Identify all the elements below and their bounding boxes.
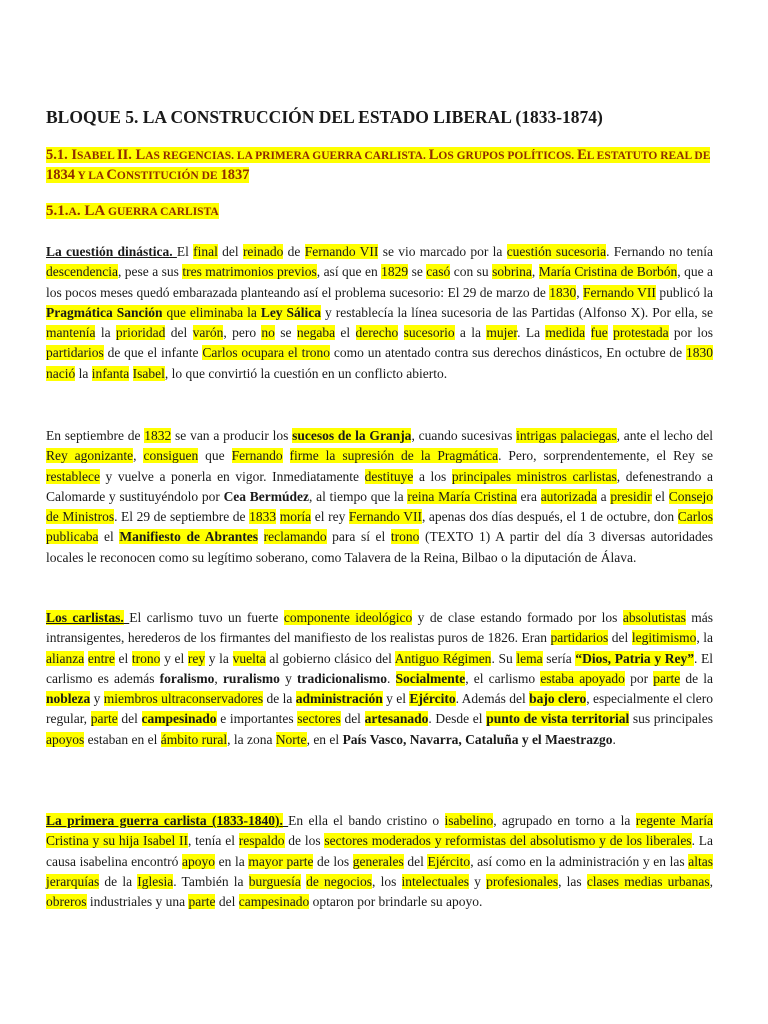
- text-run: , lo que convirtió la cuestión en un conflicto abierto.: [164, 365, 448, 381]
- text-run: , así que en: [316, 264, 382, 280]
- text-run: optaron por brindarle su apoyo.: [309, 894, 483, 910]
- text-run: del: [165, 325, 193, 341]
- highlighted-text: Fernando VII: [348, 509, 422, 525]
- text-run: , que a los pocos meses quedó embarazada planteando así el problema sucesorio: El 29 de marzo de: [46, 264, 714, 300]
- highlighted-text: 1830: [549, 284, 577, 300]
- highlighted-text: prioridad: [115, 325, 166, 341]
- highlighted-text: mayor parte: [248, 853, 314, 869]
- text-run: en la: [215, 853, 249, 869]
- highlighted-text: parte: [90, 711, 118, 727]
- highlighted-text: no: [261, 325, 275, 341]
- highlighted-text: partidarios: [46, 345, 104, 361]
- text-run: , cuando sucesivas: [411, 428, 517, 443]
- highlighted-text: medida: [545, 325, 586, 341]
- text-run: de la: [99, 873, 138, 889]
- text-run: , defenestrando a Calomarde y sustituyéndolo por: [46, 468, 713, 504]
- text-run: ,: [133, 448, 144, 464]
- highlighted-text: apoyo: [182, 853, 216, 869]
- text-run: , pese a sus: [117, 264, 183, 280]
- paragraph-los-carlistas: [46, 608, 713, 750]
- text-run: del: [117, 711, 142, 727]
- subsection-title: [46, 203, 219, 219]
- highlighted-text: clases medias urbanas: [586, 873, 710, 889]
- text-run: . El carlismo es además: [46, 650, 714, 686]
- text-run: , así como en la administración y en las: [470, 853, 689, 869]
- text-run: a la: [454, 325, 487, 341]
- text-run: , el carlismo: [465, 670, 541, 686]
- highlighted-text: Isabel: [132, 365, 165, 381]
- document-title: BLOQUE 5. LA CONSTRUCCIÓN DEL ESTADO LIBERAL (1833-1874): [46, 107, 603, 127]
- highlighted-text: artesanado: [364, 711, 429, 727]
- highlighted-text: restablece: [46, 468, 100, 484]
- paragraph-lead: La cuestión dinástica.: [46, 244, 177, 259]
- highlighted-text: Los carlistas.: [46, 610, 124, 625]
- highlighted-text: ámbito rural: [160, 731, 228, 747]
- highlighted-text: entre: [87, 650, 115, 666]
- text-run: y: [90, 691, 104, 707]
- text-run: industriales y una: [86, 894, 189, 910]
- highlighted-text: nobleza: [46, 691, 91, 707]
- text-run: ,: [214, 670, 223, 686]
- highlighted-text: derecho: [355, 325, 399, 341]
- heading-fragment: II. L: [116, 147, 146, 163]
- text-run: la: [95, 325, 116, 341]
- text-run: , especialmente el clero regular,: [46, 691, 713, 727]
- text-run: . También la: [173, 873, 249, 889]
- text-run: del: [608, 630, 632, 646]
- text-run: el: [114, 650, 132, 666]
- heading-fragment: 1834: [46, 167, 75, 183]
- text-run: . Pero, sorprendentemente, el Rey se: [498, 448, 714, 464]
- highlighted-text: estaba apoyado: [540, 670, 625, 686]
- heading-fragment: OS GRUPOS POLÍTICOS.: [438, 150, 578, 162]
- highlighted-text: trono: [131, 650, 161, 666]
- heading-fragment: GUERRA CARLISTA: [105, 206, 219, 218]
- heading-fragment: 1837: [220, 167, 250, 183]
- highlighted-text: protestada: [613, 325, 669, 341]
- highlighted-text: altas jerarquías: [46, 853, 713, 889]
- text-run: . El 29 de septiembre de: [114, 509, 250, 525]
- text-run: En septiembre de: [46, 428, 145, 443]
- text-run: se: [408, 264, 427, 280]
- highlighted-text: Carlos ocupara el trono: [202, 345, 331, 361]
- text-run: . Su: [491, 650, 517, 666]
- heading-fragment: L: [428, 147, 439, 163]
- text-run: , apenas dos días después, el 1 de octubre, don: [421, 509, 678, 525]
- highlighted-text: campesinado: [238, 894, 310, 910]
- highlighted-text: Consejo de Ministros: [46, 488, 714, 525]
- text-run: ruralismo: [222, 670, 280, 686]
- heading-fragment: A: [68, 206, 77, 218]
- text-run: En ella el bando cristino o: [288, 813, 445, 828]
- highlighted-text: Socialmente: [395, 670, 466, 686]
- text-run: , ante el lecho del: [616, 428, 713, 443]
- text-run: del: [403, 853, 428, 869]
- section-heading: [46, 146, 713, 186]
- highlighted-text: sucesos de la Granja: [292, 428, 412, 443]
- highlighted-text: reinado: [242, 244, 284, 259]
- text-run: de: [283, 244, 305, 259]
- highlighted-text: rey: [187, 650, 206, 666]
- text-run: del: [215, 894, 239, 910]
- highlighted-text: Pragmática Sanción: [46, 304, 163, 320]
- highlighted-text: regente María Cristina y su hija Isabel II: [46, 813, 714, 849]
- text-run: el rey: [311, 509, 349, 525]
- text-run: , al tiempo que la: [309, 488, 408, 504]
- highlighted-text: sectores: [297, 711, 341, 727]
- text-run: a los: [413, 468, 452, 484]
- text-run: . La: [517, 325, 546, 341]
- highlighted-text: fue: [590, 325, 608, 341]
- highlighted-text: burguesía: [248, 873, 301, 889]
- text-run: y: [279, 670, 297, 686]
- highlighted-text: alianza: [46, 650, 85, 666]
- highlighted-text: La primera guerra carlista (1833-1840).: [46, 813, 283, 828]
- highlighted-text: parte: [188, 894, 216, 910]
- text-run: , los: [372, 873, 402, 889]
- text-run: . La causa isabelina encontró: [46, 833, 713, 869]
- highlighted-text: sucesorio: [403, 325, 455, 341]
- highlighted-text: trono: [390, 529, 420, 545]
- text-run: de los: [313, 853, 353, 869]
- highlighted-text: nació: [46, 365, 76, 381]
- paragraph-sucesos-granja: [46, 426, 713, 568]
- highlighted-text: generales: [352, 853, 404, 869]
- highlighted-text: mujer: [486, 325, 518, 341]
- highlighted-text: sectores moderados y reformistas del absolutismo y de los liberales: [324, 833, 692, 849]
- highlighted-text: obreros: [46, 894, 87, 910]
- text-run: .: [386, 670, 396, 686]
- text-run: de la: [680, 670, 713, 686]
- highlighted-text: 1830: [685, 345, 713, 361]
- text-run: de los: [284, 833, 325, 849]
- highlighted-text: autorizada: [540, 488, 597, 504]
- highlighted-text: absolutistas: [622, 610, 686, 625]
- text-run: ,: [709, 873, 713, 889]
- highlighted-text: mantenía: [46, 325, 96, 341]
- text-run: estaban en el: [84, 731, 161, 747]
- highlighted-text: Antiguo Régimen: [394, 650, 492, 666]
- text-run: ,: [531, 264, 539, 280]
- text-run: .: [612, 731, 616, 747]
- text-run: del: [340, 711, 365, 727]
- paragraph-cuestion-dinastica: [46, 242, 713, 384]
- text-run: el: [651, 488, 669, 504]
- text-run: sería: [542, 650, 576, 666]
- text-run: , la zona: [227, 731, 276, 747]
- text-run: ,: [576, 284, 584, 300]
- text-run: , tenía el: [188, 833, 239, 849]
- highlighted-text: 1829: [381, 264, 409, 280]
- highlighted-text: Manifiesto de Abrantes: [119, 529, 259, 545]
- highlighted-text: apoyos: [46, 731, 85, 747]
- text-run: . Desde el: [428, 711, 487, 727]
- highlighted-text: sobrina: [492, 264, 532, 280]
- text-run: se vio marcado por la: [378, 244, 507, 259]
- highlighted-text: varón: [192, 325, 224, 341]
- highlighted-text: Fernando VII: [304, 244, 379, 259]
- text-run: tradicionalismo: [296, 670, 387, 686]
- highlighted-text: Ley Sálica: [260, 304, 322, 320]
- text-run: El carlismo tuvo un fuerte: [129, 610, 284, 625]
- text-run: el: [335, 325, 356, 341]
- text-run: , las: [558, 873, 587, 889]
- heading-fragment: Y LA: [75, 170, 107, 182]
- highlighted-text: publicaba: [46, 529, 99, 545]
- paragraph-primera-guerra-carlista: [46, 811, 713, 912]
- heading-fragment: SABEL: [77, 150, 117, 162]
- highlighted-text: punto de vista territorial: [486, 711, 630, 727]
- highlighted-text: final: [193, 244, 218, 259]
- highlighted-text: descendencia: [46, 264, 118, 280]
- section-number: 5.1.: [46, 147, 68, 163]
- highlighted-text: de negocios: [306, 873, 373, 889]
- text-run: y el: [160, 650, 188, 666]
- text-run: y vuelve a ponerla en vigor. Inmediatamente: [99, 468, 365, 484]
- highlighted-text: Rey agonizante: [46, 448, 134, 464]
- text-run: y restablecía la línea sucesoria de las Partidas (Alfonso X). Por ella, se: [321, 304, 713, 320]
- text-run: , la: [696, 630, 713, 646]
- highlighted-text: partidarios: [550, 630, 609, 646]
- highlighted-text: componente ideológico: [283, 610, 413, 625]
- highlighted-text: Ejército: [427, 853, 471, 869]
- highlighted-text: presidir: [610, 488, 652, 504]
- highlighted-text: bajo clero: [529, 691, 587, 707]
- highlighted-text: Ejército: [409, 691, 456, 707]
- heading-fragment: AS REGENCIAS. LA PRIMERA GUERRA CARLISTA.: [145, 150, 429, 162]
- highlighted-text: reina María Cristina: [407, 488, 517, 504]
- highlighted-text: isabelino: [444, 813, 494, 828]
- text-run: el: [98, 529, 120, 545]
- text-run: con su: [450, 264, 493, 280]
- heading-fragment: . LA: [76, 203, 106, 219]
- highlighted-text: Fernando VII: [583, 284, 656, 300]
- text-run: e importantes: [216, 711, 298, 727]
- text-run: del: [217, 244, 243, 259]
- highlighted-text: campesinado: [141, 711, 217, 727]
- highlighted-text: que eliminaba la: [162, 304, 261, 320]
- text-run: [398, 325, 403, 340]
- text-run: de la: [263, 691, 296, 707]
- text-run: era: [516, 488, 541, 504]
- highlighted-text: principales ministros carlistas: [451, 468, 617, 484]
- text-run: para sí el: [326, 529, 391, 545]
- highlighted-text: respaldo: [238, 833, 285, 849]
- heading-fragment: I: [71, 147, 78, 163]
- text-run: se van a producir los: [171, 428, 293, 443]
- highlighted-text: María Cristina de Borbón: [538, 264, 678, 280]
- subsection-heading: [46, 201, 219, 222]
- text-run: por los: [668, 325, 714, 341]
- highlighted-text: casó: [426, 264, 451, 280]
- highlighted-text: intelectuales: [401, 873, 469, 889]
- text-run: y la: [205, 650, 233, 666]
- highlighted-text: 1832: [144, 428, 172, 443]
- text-run: [283, 448, 290, 463]
- text-run: y: [468, 873, 487, 889]
- text-run: más intransigentes, herederos de los firmantes del manifiesto de los realistas puros de 1826. Eran: [46, 610, 714, 646]
- text-run: por: [624, 670, 654, 686]
- highlighted-text: reclamando: [263, 529, 327, 545]
- highlighted-text: destituye: [364, 468, 414, 484]
- text-run: que: [198, 448, 232, 464]
- text-run: foralismo: [159, 670, 215, 686]
- text-run: Cea Bermúdez: [223, 488, 309, 504]
- highlighted-text: moría: [279, 509, 312, 525]
- text-run: y el: [382, 691, 410, 707]
- text-run: El: [176, 244, 194, 259]
- text-run: y de clase estando formado por los: [412, 610, 623, 625]
- section-heading-highlight: [46, 147, 710, 183]
- text-run: sus principales: [629, 711, 714, 727]
- text-run: , agrupado en torno a la: [493, 813, 636, 828]
- text-run: [585, 325, 590, 340]
- heading-fragment: C: [106, 167, 117, 183]
- highlighted-text: tres matrimonios previos: [182, 264, 317, 280]
- highlighted-text: Carlos: [677, 509, 713, 525]
- text-run: , pero: [223, 325, 262, 341]
- highlighted-text: legitimismo: [631, 630, 697, 646]
- text-run: publicó la: [655, 284, 713, 300]
- text-run: (TEXTO 1) A partir del día 3 diversas autoridades locales le reconocen como su legítimo soberano, como Talavera de la Reina, Bilbao o la diputación de Álava.: [46, 529, 714, 565]
- highlighted-text: 1833: [249, 509, 277, 525]
- highlighted-text: profesionales: [486, 873, 559, 889]
- heading-fragment: L ESTATUTO REAL DE: [586, 150, 711, 162]
- text-run: se: [274, 325, 297, 341]
- text-run: a: [596, 488, 611, 504]
- heading-fragment: E: [577, 147, 587, 163]
- heading-fragment: ONSTITUCIÓN DE: [116, 170, 221, 182]
- section-title: [46, 147, 710, 183]
- text-run: [258, 529, 264, 544]
- highlighted-text: administración: [295, 691, 383, 707]
- highlighted-text: parte: [653, 670, 681, 686]
- text-run: de que el infante: [103, 345, 203, 361]
- highlighted-text: cuestión sucesoria: [506, 244, 607, 259]
- text-run: la: [75, 365, 92, 381]
- highlighted-text: Iglesia: [137, 873, 174, 889]
- highlighted-text: “Dios, Patria y Rey”: [575, 650, 694, 666]
- highlighted-text: firme la supresión de la Pragmática: [289, 448, 499, 464]
- text-run: , en el: [306, 731, 343, 747]
- highlighted-text: lema: [516, 650, 543, 666]
- highlighted-text: Norte: [275, 731, 307, 747]
- text-run: . Fernando no tenía: [606, 244, 714, 259]
- text-run: al gobierno clásico del: [265, 650, 395, 666]
- highlighted-text: infanta: [91, 365, 130, 381]
- highlighted-text: negaba: [296, 325, 336, 341]
- text-run: como un atentado contra sus derechos dinásticos, En octubre de: [330, 345, 686, 361]
- text-run: País Vasco, Navarra, Cataluña y el Maestrazgo: [342, 731, 613, 747]
- highlighted-text: miembros ultraconservadores: [103, 691, 264, 707]
- text-run: . Además del: [455, 691, 530, 707]
- heading-fragment: 5.1.: [46, 203, 69, 219]
- highlighted-text: vuelta: [232, 650, 266, 666]
- highlighted-text: consiguen: [143, 448, 199, 464]
- highlighted-text: intrigas palaciegas: [516, 428, 617, 443]
- highlighted-text: Fernando: [231, 448, 283, 464]
